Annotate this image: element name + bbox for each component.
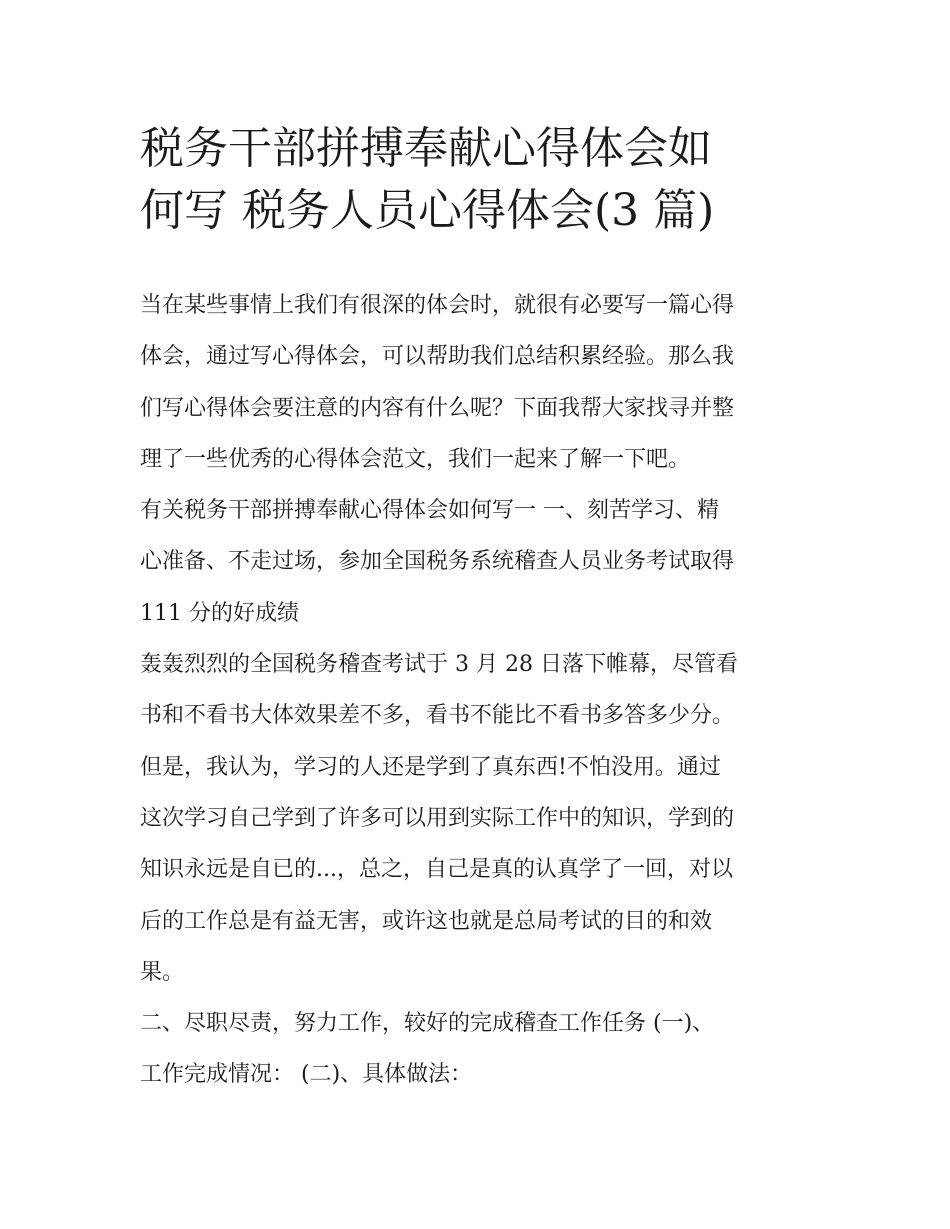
text-line: 二、尽职尽责，努力工作，较好的完成稽查工作任务 (一)、: [140, 1011, 715, 1037]
text-line: 们写心得体会要注意的内容有什么呢？下面我帮大家找寻并整: [140, 395, 735, 421]
text-line: 理了一些优秀的心得体会范文，我们一起来了解一下吧。: [140, 446, 691, 472]
text-line: 工作完成情况： (二)、具体做法：: [140, 1062, 473, 1088]
text-line: 心准备、不走过场，参加全国税务系统稽查人员业务考试取得: [140, 549, 735, 575]
title-line: 税务干部拼搏奉献心得体会如: [140, 123, 712, 174]
title-line: 何写 税务人员心得体会(3 篇): [140, 185, 715, 236]
text-line: 后的工作总是有益无害，或许这也就是总局考试的目的和效: [140, 908, 713, 934]
text-line: 111 分的好成绩: [140, 600, 299, 626]
text-line: 果。: [140, 959, 185, 985]
text-line: 但是，我认为，学习的人还是学到了真东西!不怕没用。通过: [140, 754, 721, 780]
text-line: 轰轰烈烈的全国税务稽查考试于 3 月 28 日落下帷幕，尽管看: [140, 652, 738, 678]
text-line: 这次学习自己学到了许多可以用到实际工作中的知识，学到的: [140, 805, 735, 831]
text-line: 体会，通过写心得体会，可以帮助我们总结积累经验。那么我: [140, 344, 735, 370]
document-body: [140, 280, 820, 1101]
text-line: 当在某些事情上我们有很深的体会时，就很有必要写一篇心得: [140, 293, 735, 318]
text-line: 书和不看书大体效果差不多，看书不能比不看书多答多少分。: [140, 703, 735, 729]
text-line: 知识永远是自已的...，总之，自己是真的认真学了一回，对以: [140, 857, 733, 883]
text-line: 有关税务干部拼搏奉献心得体会如何写一 一、刻苦学习、精: [140, 498, 719, 524]
document-title: [140, 118, 820, 242]
